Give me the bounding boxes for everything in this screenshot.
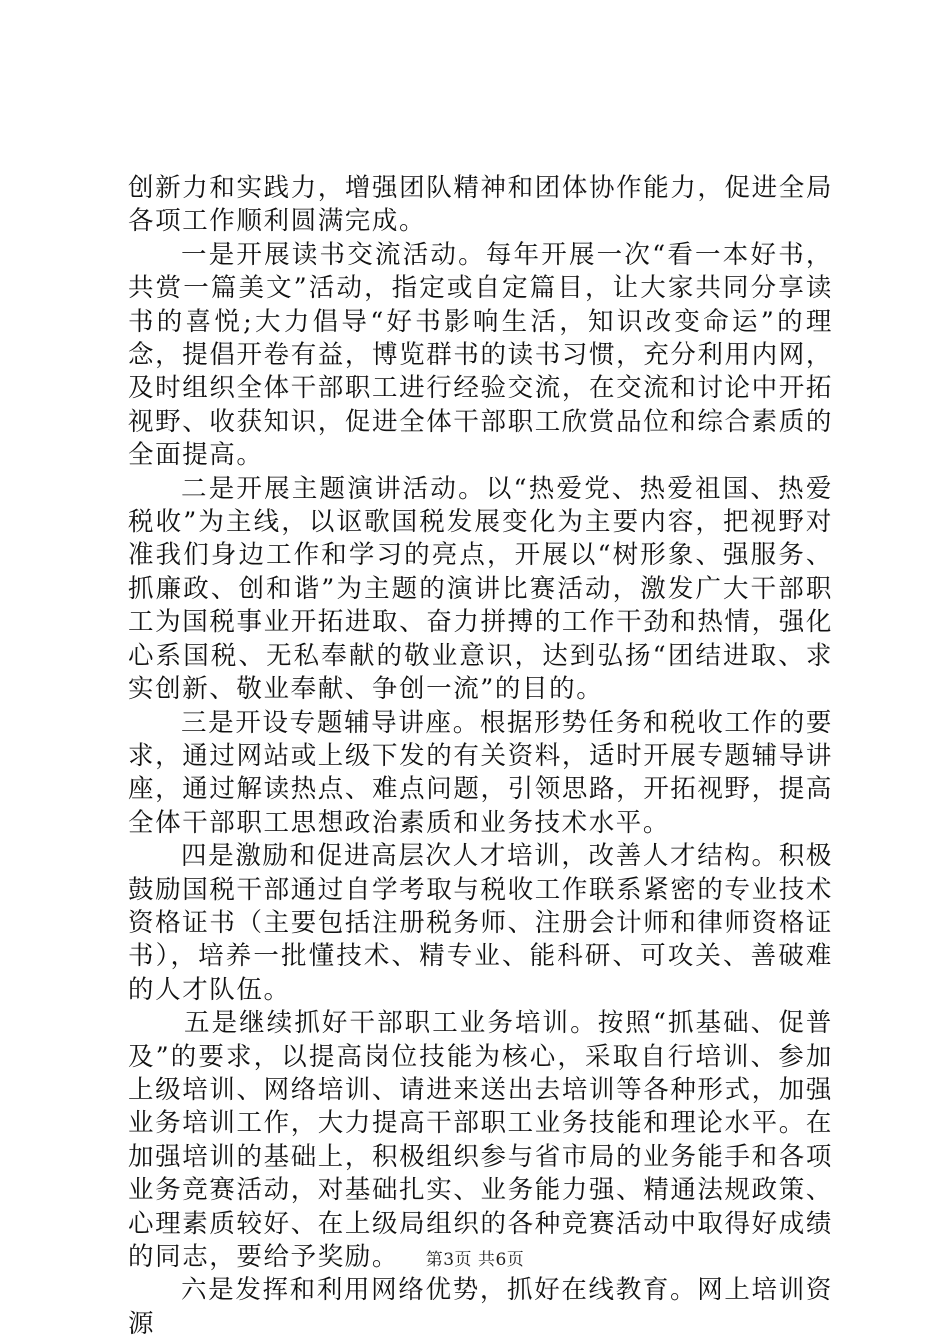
page-footer: 第3页 共6页 [425,1250,525,1270]
paragraph-online-education: 六是发挥和利用网络优势，抓好在线教育。网上培训资源 [128,1275,833,1339]
paragraph-continuation: 创新力和实践力，增强团队精神和团体协作能力，促进全局各项工作顺利圆满完成。 [128,173,833,237]
paragraph-business-training: 五是继续抓好干部职工业务培训。按照“抓基础、促普及”的要求，以提高岗位技能为核心，采取自行培训、参加上级培训、网络培训、请进来送出去培训等各种形式，加强业务培训工作，大力提高干部职工业务技能和理论水平。在加强培训的基础上，积极组织参与省市局的业务能手和各项业务竞赛活动，对基础扎实、业务能力强、精通法规政策、心理素质较好、在上级局组织的各种竞赛活动中取得好成绩的同志，要给予奖励。 [128,1008,834,1272]
paragraph-speech-activity: 二是开展主题演讲活动。以“热爱党、热爱祖国、热爱税收”为主线，以讴歌国税发展变化为主要内容，把视野对准我们身边工作和学习的亮点，开展以“树形象、强服务、抓廉政、创和谐”为主题的演讲比赛活动，激发广大干部职工为国税事业开拓进取、奋力拼搏的工作干劲和热情，强化心系国税、无私奉献的敬业意识，达到弘扬“团结进取、求实创新、敬业奉献、争创一流”的目的。 [128,473,833,705]
paragraph-reading-exchange: 一是开展读书交流活动。每年开展一次“看一本好书，共赏一篇美文”活动，指定或自定篇目，让大家共同分享读书的喜悦;大力倡导“好书影响生活，知识改变命运”的理念，提倡开卷有益，博览群书的读书习惯，充分利用内网，及时组织全体干部职工进行经验交流，在交流和讨论中开拓视野、收获知识，促进全体干部职工欣赏品位和综合素质的全面提高。 [128,239,834,471]
paragraph-talent-training: 四是激励和促进高层次人才培训，改善人才结构。积极鼓励国税干部通过自学考取与税收工作联系紧密的专业技术资格证书（主要包括注册税务师、注册会计师和律师资格证书），培养一批懂技术、精专业、能科研、可攻关、善破难的人才队伍。 [128,841,833,1005]
paragraph-lecture: 三是开设专题辅导讲座。根据形势任务和税收工作的要求，通过网站或上级下发的有关资料，适时开展专题辅导讲座，通过解读热点、难点问题，引领思路，开拓视野，提高全体干部职工思想政治素质和业务技术水平。 [128,707,833,838]
document-body [128,172,833,1341]
